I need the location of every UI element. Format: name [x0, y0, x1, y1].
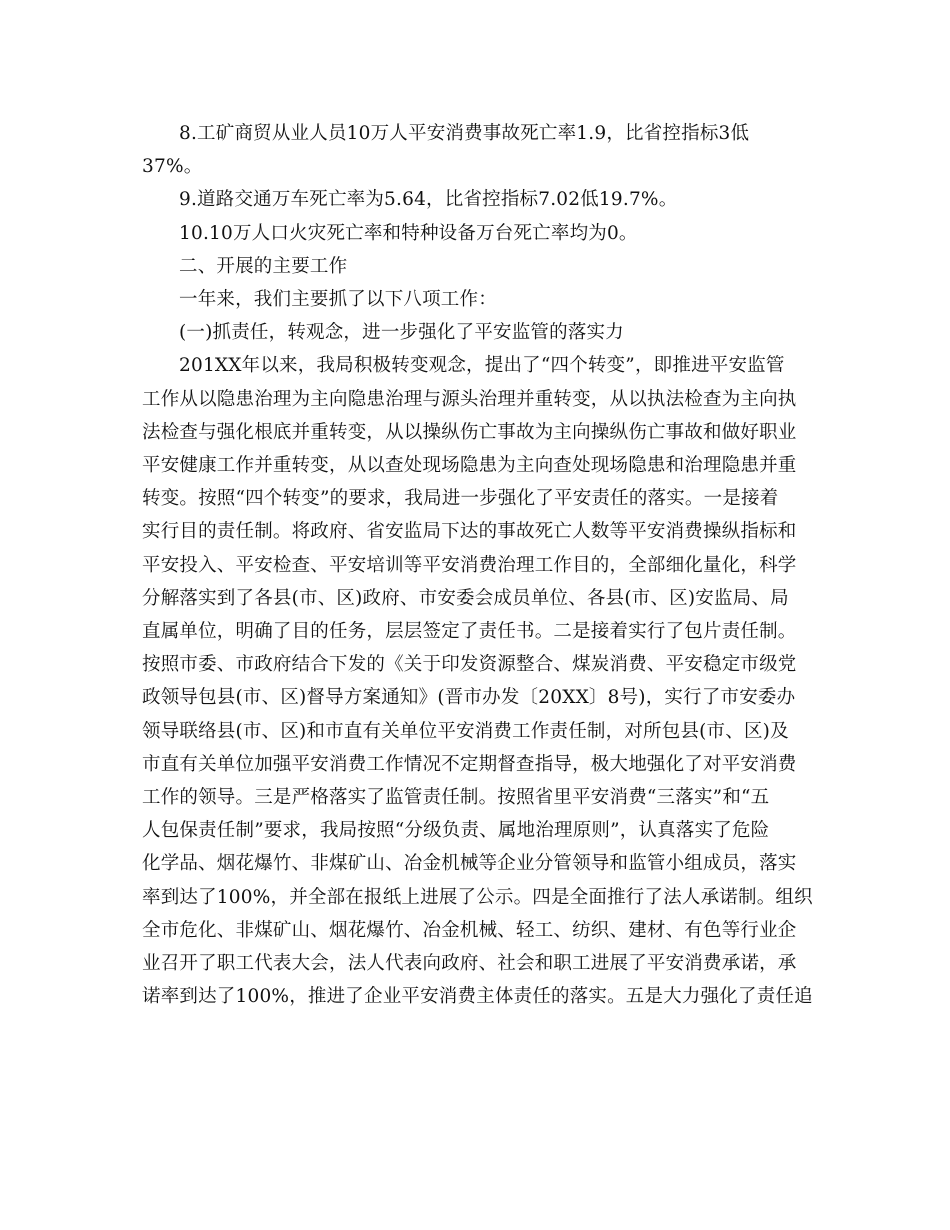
text-line: 二、开展的主要工作 [179, 255, 348, 277]
text-line: 37%。 [142, 156, 203, 178]
text-line: 领导联络县(市、区)和市直有关单位平安消费工作责任制，对所包县(市、区)及 [142, 720, 789, 742]
text-line: 工作的领导。三是严格落实了监管责任制。按照省里平安消费“三落实”和“五 [142, 787, 770, 809]
text-line: (一)抓责任，转观念，进一步强化了平安监管的落实力 [179, 322, 624, 344]
text-line: 平安投入、平安检查、平安培训等平安消费治理工作目的，全部细化量化，科学 [142, 554, 797, 576]
text-line: 201XX年以来，我局积极转变观念，提出了“四个转变”，即推进平安监管 [179, 355, 785, 377]
text-line: 率到达了100%，并全部在报纸上进展了公示。四是全面推行了法人承诺制。组织 [142, 886, 813, 908]
text-line: 直属单位，明确了目的任务，层层签定了责任书。二是接着实行了包片责任制。 [142, 621, 797, 643]
text-line: 8.工矿商贸从业人员10万人平安消费事故死亡率1.9，比省控指标3低 [179, 123, 750, 144]
paragraph-item-9 [142, 183, 800, 216]
paragraph-item-8 [142, 117, 800, 183]
section-heading [142, 250, 800, 283]
text-line: 业召开了职工代表大会，法人代表向政府、社会和职工进展了平安消费承诺，承 [142, 953, 797, 975]
text-line: 化学品、烟花爆竹、非煤矿山、冶金机械等企业分管领导和监管小组成员，落实 [142, 853, 797, 875]
text-line: 诺率到达了100%，推进了企业平安消费主体责任的落实。五是大力强化了责任追 [142, 986, 813, 1008]
subsection-heading [142, 316, 800, 349]
text-line: 9.道路交通万车死亡率为5.64，比省控指标7.02低19.7%。 [179, 189, 678, 211]
text-line: 转变。按照“四个转变”的要求，我局进一步强化了平安责任的落实。一是接着 [142, 488, 779, 510]
text-line: 市直有关单位加强平安消费工作情况不定期督查指导，极大地强化了对平安消费 [142, 753, 797, 775]
text-line: 按照市委、市政府结合下发的《关于印发资源整合、煤炭消费、平安稳定市级党 [142, 654, 797, 676]
text-line: 政领导包县(市、区)督导方案通知》(晋市办发〔20XX〕8号)，实行了市安委办 [142, 687, 796, 709]
body-paragraph [142, 349, 813, 1013]
document-body [142, 117, 813, 1013]
text-line: 一年来，我们主要抓了以下八项工作： [179, 289, 497, 311]
text-line: 实行目的责任制。将政府、省安监局下达的事故死亡人数等平安消费操纵指标和 [142, 521, 797, 543]
text-line: 人包保责任制”要求，我局按照“分级负责、属地治理原则”，认真落实了危险 [142, 820, 770, 842]
text-line: 分解落实到了各县(市、区)政府、市安委会成员单位、各县(市、区)安监局、局 [142, 587, 789, 609]
text-line: 全市危化、非煤矿山、烟花爆竹、冶金机械、轻工、纺织、建材、有色等行业企 [142, 919, 797, 941]
text-line: 10.10万人口火灾死亡率和特种设备万台死亡率均为0。 [179, 222, 638, 244]
intro-paragraph [142, 283, 800, 316]
text-line: 法检查与强化根底并重转变，从以操纵伤亡事故为主向操纵伤亡事故和做好职业 [142, 421, 797, 443]
text-line: 平安健康工作并重转变，从以查处现场隐患为主向查处现场隐患和治理隐患并重 [142, 455, 797, 477]
paragraph-item-10 [142, 217, 800, 250]
text-line: 工作从以隐患治理为主向隐患治理与源头治理并重转变，从以执法检查为主向执 [142, 388, 797, 410]
